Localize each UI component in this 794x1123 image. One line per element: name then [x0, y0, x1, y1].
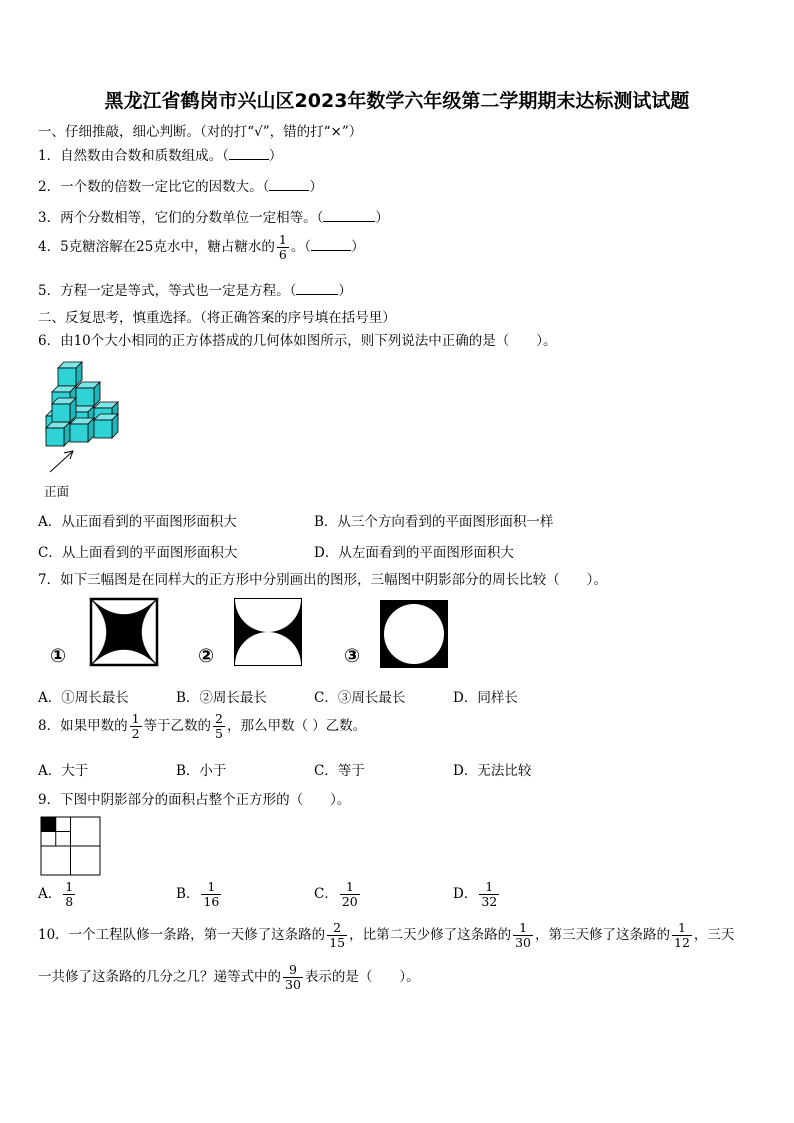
- fraction: $\frac{1}{6}$: [278, 232, 287, 262]
- fraction: $\frac{1}{12}$: [674, 920, 690, 950]
- fraction: $\frac{1}{2}$: [131, 711, 140, 741]
- cube: [94, 414, 118, 438]
- question-2: 2．一个数的倍数一定比它的因数大。（ ）: [38, 179, 323, 195]
- figure-2-hourglass: [234, 598, 304, 668]
- option-c[interactable]: C．③周长最长: [314, 690, 406, 706]
- question-3-text: 3．两个分数相等，它们的分数单位一定相等。（: [38, 210, 324, 226]
- figure-label-1: ①: [50, 645, 67, 667]
- answer-blank[interactable]: [323, 208, 375, 222]
- cube: [52, 398, 76, 422]
- cube: [76, 382, 100, 406]
- option-a[interactable]: A．从正面看到的平面图形面积大: [38, 514, 237, 530]
- question-9: 9．下图中阴影部分的面积占整个正方形的（ ）。: [38, 792, 351, 808]
- option-a[interactable]: A．大于: [38, 763, 89, 779]
- grid-square-figure: [40, 816, 102, 876]
- fraction: $\frac{9}{30}$: [285, 962, 301, 992]
- option-d[interactable]: D．无法比较: [453, 763, 532, 779]
- page-title: 黑龙江省鹤岗市兴山区2023年数学六年级第二学期期末达标测试试题: [104, 90, 690, 112]
- answer-blank[interactable]: [311, 237, 351, 251]
- question-4: 4．5克糖溶解在25克水中，糖占糖水的 $\frac{1}{6}$ 。（ ）: [38, 232, 365, 262]
- question-6: 6．由10个大小相同的正方体搭成的几何体如图所示，则下列说法中正确的是（ ）。: [38, 333, 557, 349]
- question-2-text: 2．一个数的倍数一定比它的因数大。（: [38, 179, 270, 195]
- question-4-text: 4．5克糖溶解在25克水中，糖占糖水的: [38, 239, 275, 255]
- figure-3-circle: [380, 600, 450, 670]
- section-1-heading: 一、仔细推敲，细心判断。（对的打“√”，错的打“×”）: [38, 124, 363, 140]
- cube: [70, 418, 94, 442]
- option-b[interactable]: B．从三个方向看到的平面图形面积一样: [314, 514, 554, 530]
- fraction: $\frac{1}{30}$: [515, 920, 531, 950]
- option-d[interactable]: D．从左面看到的平面图形面积大: [314, 545, 514, 561]
- figure-label-2: ②: [198, 645, 215, 667]
- cube: [58, 362, 82, 386]
- option-b[interactable]: B．小于: [176, 763, 227, 779]
- question-1-text: 1．自然数由合数和质数组成。（: [38, 148, 229, 164]
- section-2-heading: 二、反复思考，慎重选择。（将正确答案的序号填在括号里）: [38, 310, 396, 326]
- question-8: 8．如果甲数的 $\frac{1}{2}$ 等于乙数的 $\frac{2}{5}$ ，那么甲数（ ）乙数。: [38, 711, 367, 741]
- front-label: 正面: [44, 484, 70, 499]
- question-10-line-2: 一共修了这条路的几分之几？递等式中的 $\frac{9}{30}$ 表示的是（ ）。: [38, 962, 420, 992]
- option-b[interactable]: B．②周长最长: [176, 690, 267, 706]
- answer-blank[interactable]: [269, 177, 309, 191]
- figure-label-3: ③: [344, 645, 361, 667]
- option-b[interactable]: B． $\frac{1}{16}$: [176, 879, 220, 909]
- option-c[interactable]: C． $\frac{1}{20}$: [314, 879, 358, 909]
- fraction: $\frac{2}{5}$: [215, 711, 223, 741]
- answer-blank[interactable]: [296, 281, 338, 295]
- arrow-line: [50, 452, 72, 472]
- option-d[interactable]: D． $\frac{1}{32}$: [453, 879, 498, 909]
- figure-1-star: [90, 598, 160, 668]
- question-1: 1．自然数由合数和质数组成。（ ）: [38, 148, 283, 164]
- option-c[interactable]: C．等于: [314, 763, 365, 779]
- question-7: 7．如下三幅图是在同样大的正方形中分别画出的图形，三幅图中阴影部分的周长比较（ ）。: [38, 572, 607, 588]
- cube: [46, 422, 70, 446]
- question-10-line-1: 10．一个工程队修一条路，第一天修了这条路的 $\frac{2}{15}$ ，比第二天少修了这条路的 $\frac{1}{30}$ ，第三天修了这条路的 $\frac{1}{12}$ ，三天: [38, 920, 735, 950]
- option-a[interactable]: A． $\frac{1}{8}$: [38, 879, 74, 909]
- question-5-text: 5．方程一定是等式，等式也一定是方程。（: [38, 283, 297, 299]
- option-c[interactable]: C．从上面看到的平面图形面积大: [38, 545, 238, 561]
- option-a[interactable]: A．①周长最长: [38, 690, 129, 706]
- question-3: 3．两个分数相等，它们的分数单位一定相等。（ ）: [38, 210, 389, 226]
- option-d[interactable]: D．同样长: [453, 690, 518, 706]
- question-5: 5．方程一定是等式，等式也一定是方程。（ ）: [38, 283, 352, 299]
- fraction: $\frac{2}{15}$: [329, 920, 346, 950]
- answer-blank[interactable]: [229, 146, 269, 160]
- shaded-cell: [41, 817, 56, 832]
- cube-stack-figure: [36, 360, 136, 480]
